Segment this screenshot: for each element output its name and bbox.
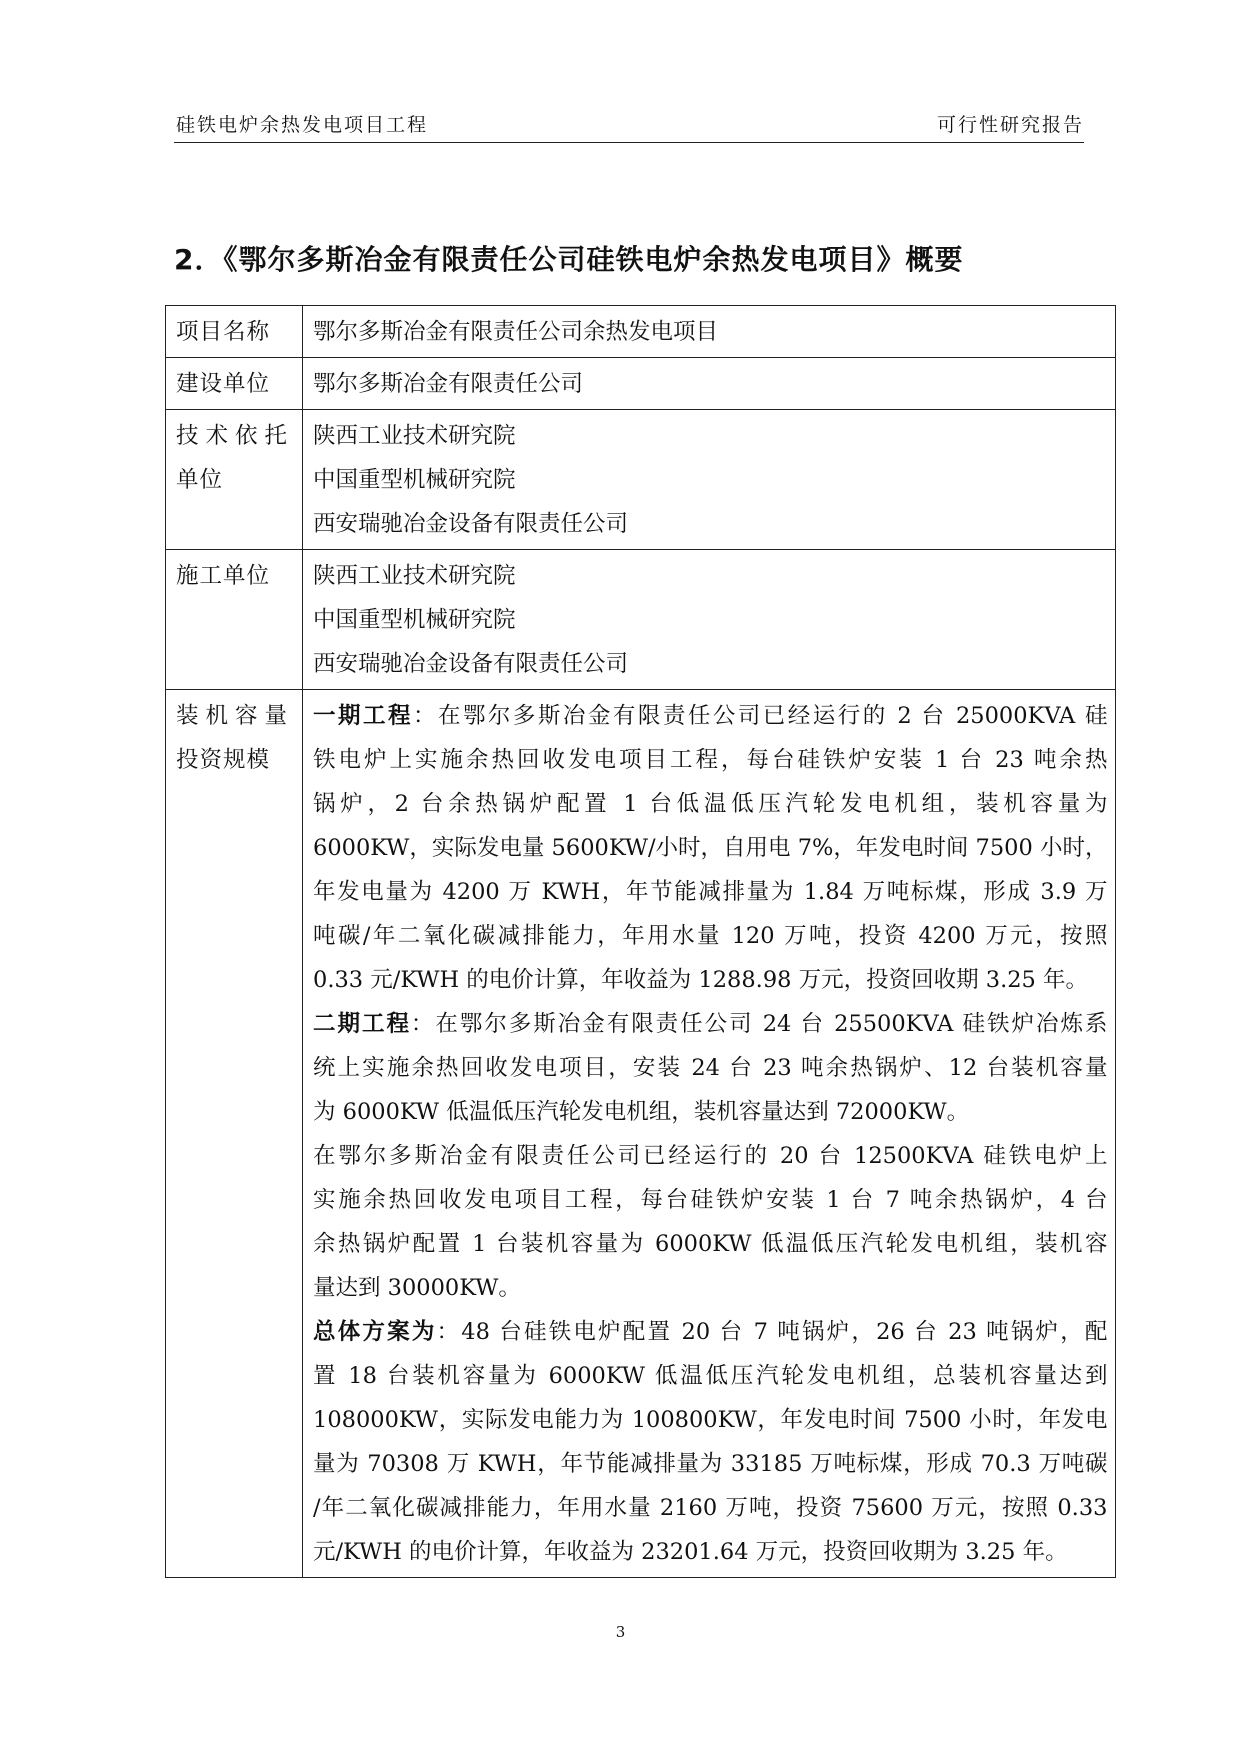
phase1-line <box>313 694 1107 738</box>
overall-line <box>313 1310 1107 1354</box>
page-header <box>174 108 1084 143</box>
construct-org-1: 陕西工业技术研究院 <box>313 563 516 589</box>
phase1-heading: 一期工程 <box>313 703 413 729</box>
header-report-type: 可行性研究报告 <box>936 114 1084 136</box>
table-row <box>166 358 1116 410</box>
construct-org-2: 中国重型机械研究院 <box>313 607 516 633</box>
overall-line-text: ：48 台硅铁电炉配置 20 台 7 吨锅炉，26 台 23 吨锅炉，配 <box>436 1319 1108 1345</box>
table-row <box>166 690 1116 1578</box>
row-value-capacity <box>303 690 1116 1578</box>
section-title: 2．《鄂尔多斯冶金有限责任公司硅铁电炉余热发电项目》概要 <box>174 243 964 276</box>
phase1-line: 吨碳/年二氧化碳减排能力，年用水量 120 万吨，投资 4200 万元，按照 <box>313 923 1108 949</box>
overall-heading: 总体方案为 <box>313 1319 437 1345</box>
overall-line: /年二氧化碳减排能力，年用水量 2160 万吨，投资 75600 万元，按照 0.33 <box>313 1495 1108 1521</box>
table-row <box>166 306 1116 358</box>
row-value-name: 鄂尔多斯冶金有限责任公司余热发电项目 <box>303 306 1116 358</box>
para3-line: 在鄂尔多斯冶金有限责任公司已经运行的 20 台 12500KVA 硅铁电炉上 <box>313 1143 1108 1169</box>
row-label-builder: 建设单位 <box>166 358 303 410</box>
tech-org-1: 陕西工业技术研究院 <box>313 423 516 449</box>
row-label-name: 项目名称 <box>166 306 303 358</box>
row-label-tech <box>166 410 303 550</box>
row-label-tech-line1: 技术依托 <box>176 423 295 449</box>
overall-line: 元/KWH 的电价计算，年收益为 23201.64 万元，投资回收期为 3.25 年。 <box>313 1539 1068 1565</box>
phase2-heading: 二期工程 <box>313 1011 411 1037</box>
para3-line: 实施余热回收发电项目工程，每台硅铁炉安装 1 台 7 吨余热锅炉，4 台 <box>313 1187 1108 1213</box>
phase1-line: 0.33 元/KWH 的电价计算，年收益为 1288.98 万元，投资回收期 3.25 年。 <box>313 967 1089 993</box>
overall-line: 量为 70308 万 KWH，年节能减排量为 33185 万吨标煤，形成 70.3 万吨碳 <box>313 1451 1108 1477</box>
row-value-tech <box>303 410 1116 550</box>
para3-line: 量达到 30000KW。 <box>313 1275 521 1301</box>
row-label-construct: 施工单位 <box>166 550 303 690</box>
row-label-capacity-line1: 装机容量 <box>176 703 295 729</box>
tech-org-2: 中国重型机械研究院 <box>313 467 516 493</box>
tech-org-3: 西安瑞驰冶金设备有限责任公司 <box>313 511 629 537</box>
row-label-capacity <box>166 690 303 1578</box>
phase2-line: 统上实施余热回收发电项目，安装 24 台 23 吨余热锅炉、12 台装机容量 <box>313 1055 1108 1081</box>
para3-line: 余热锅炉配置 1 台装机容量为 6000KW 低温低压汽轮发电机组，装机容 <box>313 1231 1108 1257</box>
phase1-line: 年发电量为 4200 万 KWH，年节能减排量为 1.84 万吨标煤，形成 3.9 万 <box>313 879 1108 905</box>
phase1-line-text: ：在鄂尔多斯冶金有限责任公司已经运行的 2 台 25000KVA 硅 <box>412 703 1108 729</box>
row-label-tech-line2: 单位 <box>176 467 224 493</box>
project-summary-table <box>165 305 1116 1578</box>
table-row <box>166 550 1116 690</box>
phase2-line: 为 6000KW 低温低压汽轮发电机组，装机容量达到 72000KW。 <box>313 1099 970 1125</box>
phase1-line: 铁电炉上实施余热回收发电项目工程，每台硅铁炉安装 1 台 23 吨余热 <box>313 747 1108 773</box>
table-row <box>166 410 1116 550</box>
header-project-name: 硅铁电炉余热发电项目工程 <box>176 114 429 136</box>
row-value-construct <box>303 550 1116 690</box>
construct-org-3: 西安瑞驰冶金设备有限责任公司 <box>313 651 629 677</box>
row-value-builder: 鄂尔多斯冶金有限责任公司 <box>303 358 1116 410</box>
page-number: 3 <box>615 1623 626 1641</box>
row-label-capacity-line2: 投资规模 <box>176 747 271 773</box>
overall-line: 108000KW，实际发电能力为 100800KW，年发电时间 7500 小时，年发电 <box>313 1407 1108 1433</box>
phase2-line-text: ：在鄂尔多斯冶金有限责任公司 24 台 25500KVA 硅铁炉冶炼系 <box>410 1011 1108 1037</box>
phase1-line: 锅炉，2 台余热锅炉配置 1 台低温低压汽轮发电机组，装机容量为 <box>313 791 1108 817</box>
overall-line: 置 18 台装机容量为 6000KW 低温低压汽轮发电机组，总装机容量达到 <box>313 1363 1108 1389</box>
phase2-line <box>313 1002 1107 1046</box>
phase1-line: 6000KW，实际发电量 5600KW/小时，自用电 7%，年发电时间 7500 小时， <box>313 835 1108 861</box>
